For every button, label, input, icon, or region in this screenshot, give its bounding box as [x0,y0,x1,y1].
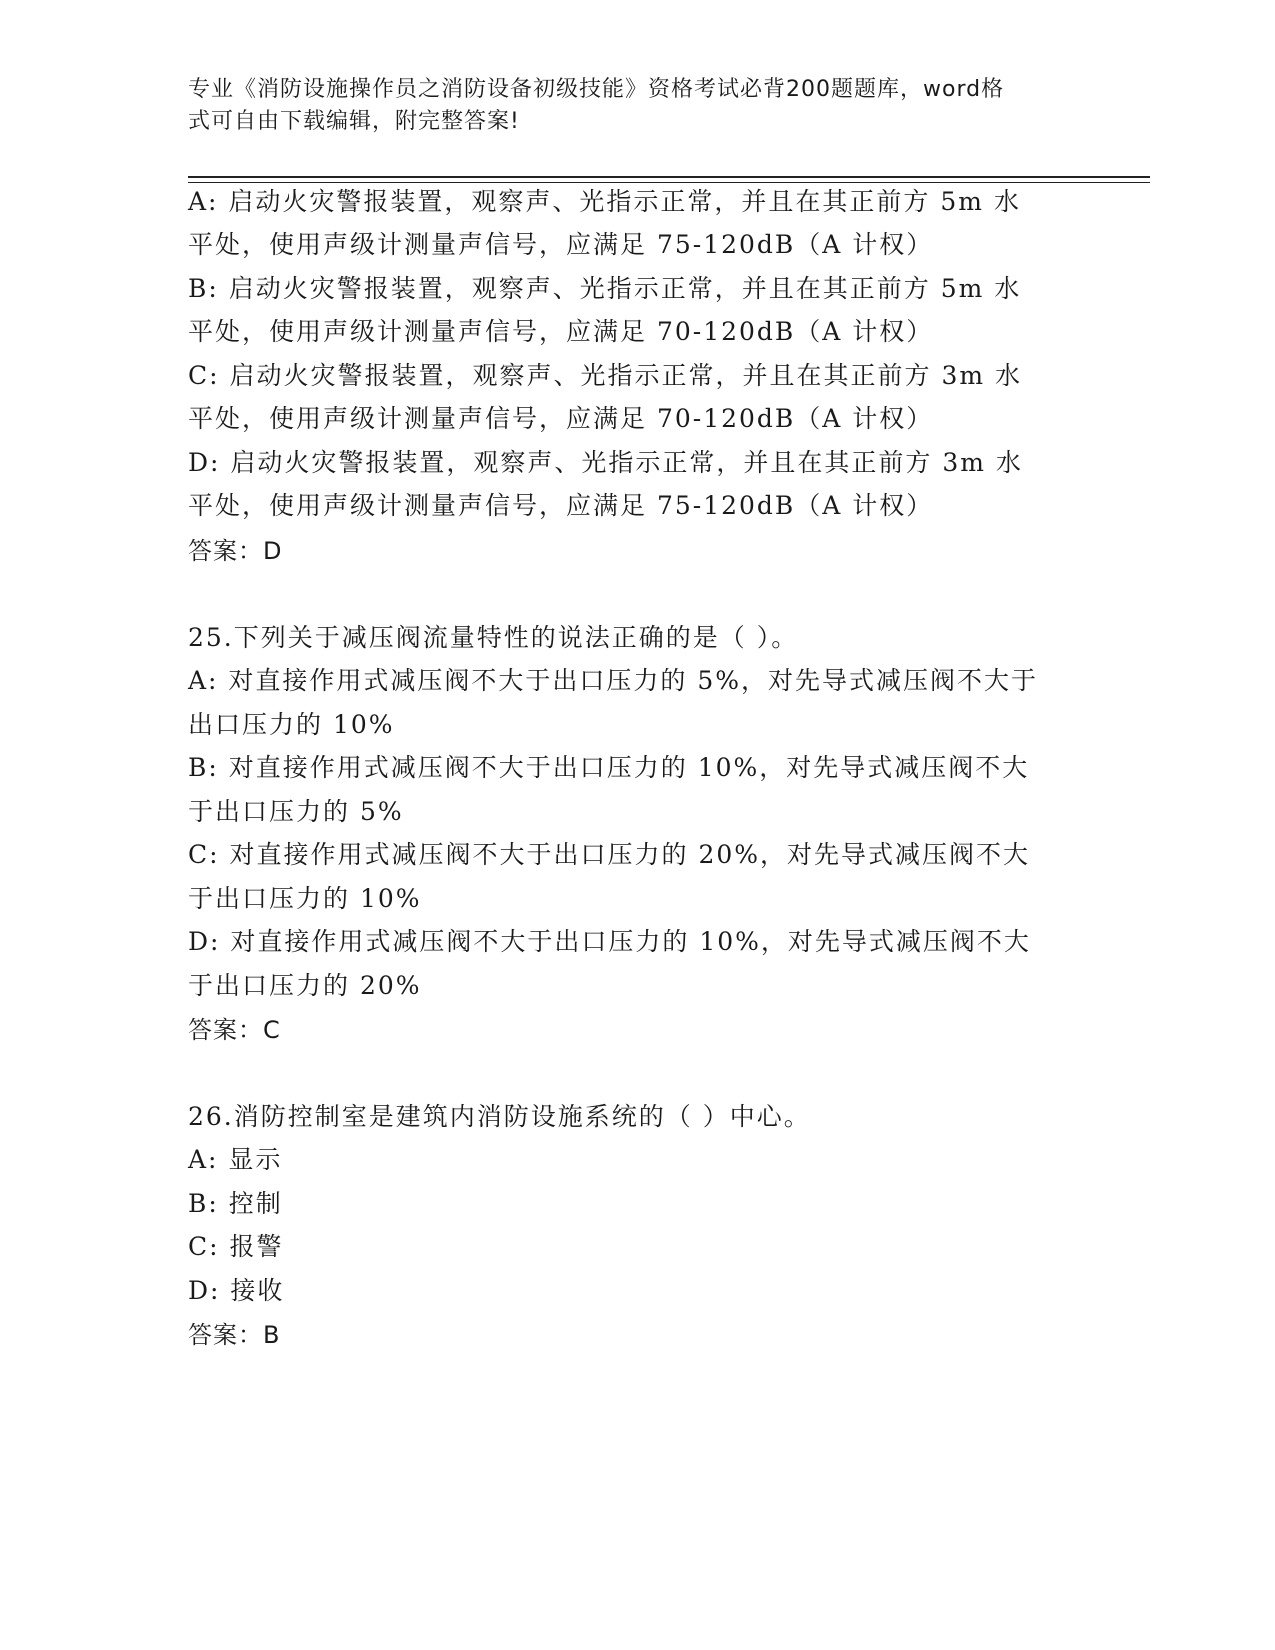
header-divider-thick [188,176,1150,178]
q26-question: 26.消防控制室是建筑内消防设施系统的（ ）中心。 [188,1102,811,1131]
q26-option-a: A: 显示 [188,1145,283,1174]
q24-option-d-line-1: D: 启动火灾警报装置，观察声、光指示正常，并且在其正前方 3m 水 [188,448,1023,477]
q25-option-a-line-2: 出口压力的 10% [188,710,395,739]
q25-option-a-line-1: A: 对直接作用式减压阀不大于出口压力的 5%，对先导式减压阀不大于 [188,666,1039,695]
q24-option-b-line-2: 平处，使用声级计测量声信号，应满足 70-120dB（A 计权） [188,317,934,346]
q25-option-d-line-2: 于出口压力的 20% [188,971,422,1000]
q26-answer: 答案：B [188,1321,281,1349]
q25-option-b-line-2: 于出口压力的 5% [188,797,404,826]
q24-answer: 答案：D [188,537,283,565]
q25-option-d-line-1: D: 对直接作用式减压阀不大于出口压力的 10%，对先导式减压阀不大 [188,927,1031,956]
header-title-line-2: 式可自由下载编辑，附完整答案! [188,109,520,134]
header-divider-thin [188,182,1150,183]
q26-option-c: C: 报警 [188,1232,284,1261]
q26-option-d: D: 接收 [188,1276,285,1305]
q26-option-b: B: 控制 [188,1189,283,1218]
q24-option-b-line-1: B: 启动火灾警报装置，观察声、光指示正常，并且在其正前方 5m 水 [188,274,1022,303]
header-title-line-1: 专业《消防设施操作员之消防设备初级技能》资格考试必背200题题库，word格 [188,77,1005,102]
q25-answer: 答案：C [188,1016,281,1044]
q24-option-d-line-2: 平处，使用声级计测量声信号，应满足 75-120dB（A 计权） [188,491,934,520]
q25-question: 25.下列关于减压阀流量特性的说法正确的是（ ）。 [188,623,799,652]
q24-option-c-line-2: 平处，使用声级计测量声信号，应满足 70-120dB（A 计权） [188,404,934,433]
q25-option-b-line-1: B: 对直接作用式减压阀不大于出口压力的 10%，对先导式减压阀不大 [188,753,1030,782]
document-header [188,74,1068,138]
q24-option-a-line-1: A: 启动火灾警报装置，观察声、光指示正常，并且在其正前方 5m 水 [188,187,1021,216]
q24-option-c-line-1: C: 启动火灾警报装置，观察声、光指示正常，并且在其正前方 3m 水 [188,361,1023,390]
q25-option-c-line-1: C: 对直接作用式减压阀不大于出口压力的 20%，对先导式减压阀不大 [188,840,1031,869]
q25-option-c-line-2: 于出口压力的 10% [188,884,422,913]
q24-option-a-line-2: 平处，使用声级计测量声信号，应满足 75-120dB（A 计权） [188,230,934,259]
